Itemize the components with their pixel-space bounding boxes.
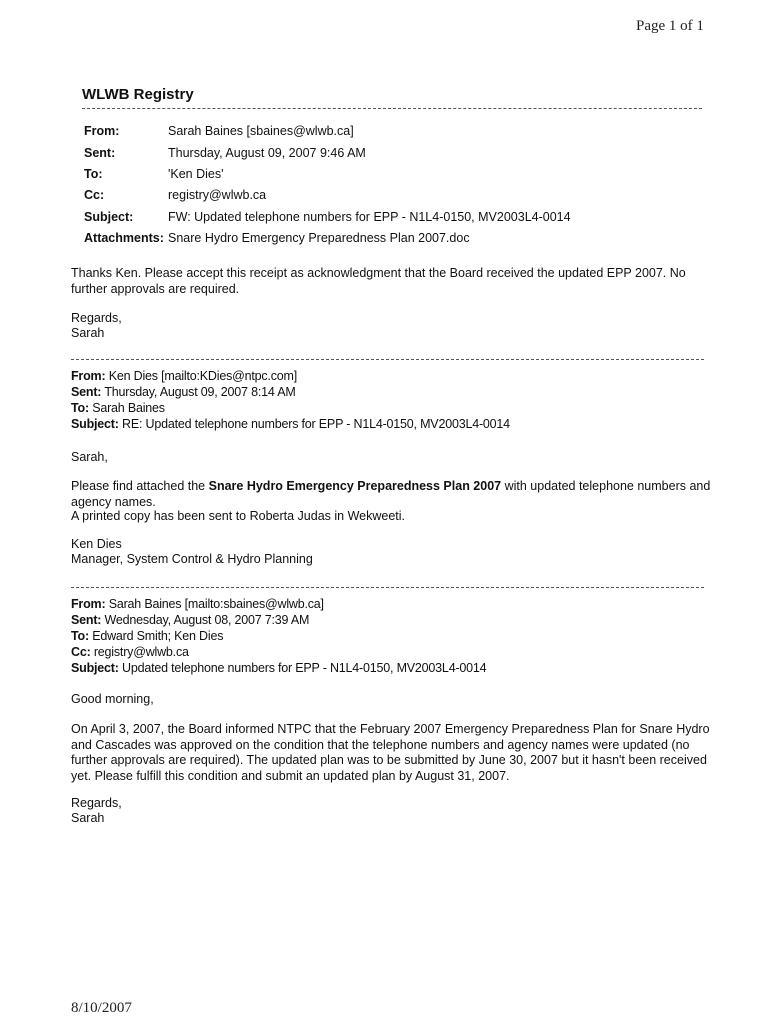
subject-label: Subject: [71,417,119,431]
body-text-line2: A printed copy has been sent to Roberta Judas in Wekweeti. [71,509,405,523]
from-label: From: [84,124,120,138]
to-label: To: [71,629,89,643]
subject-value: RE: Updated telephone numbers for EPP - N1L4-0150, MV2003L4-0014 [122,417,510,431]
reply-closing: Regards, [71,311,122,325]
attachments-label: Attachments: [84,231,164,245]
page-title: WLWB Registry [82,86,194,103]
to-value: Edward Smith; Ken Dies [92,629,224,643]
cc-label: Cc: [71,645,91,659]
subject-label: Subject: [84,210,134,224]
to-label: To: [84,167,103,181]
subject-value: FW: Updated telephone numbers for EPP - N1L4-0150, MV2003L4-0014 [168,210,571,224]
to-value: Sarah Baines [92,401,165,415]
body-text: Please find attached the [71,479,209,493]
from-label: From: [71,597,106,611]
to-value: 'Ken Dies' [168,167,224,181]
title-divider [82,108,702,109]
sent-label: Sent: [71,385,102,399]
signature-title: Manager, System Control & Hydro Planning [71,552,313,566]
from-label: From: [71,369,106,383]
sent-value: Wednesday, August 08, 2007 7:39 AM [104,613,310,627]
greeting: Sarah, [71,450,108,464]
closing: Regards, [71,796,122,810]
sent-value: Thursday, August 09, 2007 9:46 AM [168,146,366,160]
sent-value: Thursday, August 09, 2007 8:14 AM [104,385,296,399]
to-label: To: [71,401,89,415]
page-number: Page 1 of 1 [636,18,704,34]
cc-label: Cc: [84,188,105,202]
message-body [71,479,711,510]
greeting: Good morning, [71,692,154,706]
from-value: Sarah Baines [sbaines@wlwb.ca] [168,124,354,138]
message-divider [71,587,704,588]
cc-value: registry@wlwb.ca [93,645,189,659]
signature-name: Ken Dies [71,537,122,551]
sent-label: Sent: [84,146,116,160]
subject-value: Updated telephone numbers for EPP - N1L4-0150, MV2003L4-0014 [122,661,487,675]
reply-body: Thanks Ken. Please accept this receipt as acknowledgment that the Board received the updated EPP 2007. No further approvals are required. [71,266,686,296]
reply-signature: Sarah [71,326,105,340]
signature: Sarah [71,811,105,825]
message-divider [71,359,704,360]
subject-label: Subject: [71,661,119,675]
from-value: Sarah Baines [mailto:sbaines@wlwb.ca] [108,597,324,611]
cc-value: registry@wlwb.ca [168,188,267,202]
from-value: Ken Dies [mailto:KDies@ntpc.com] [108,369,298,383]
body-text: with updated telephone numbers and agency names. [71,479,711,509]
document-title: Snare Hydro Emergency Preparedness Plan 2007 [208,479,502,493]
sent-label: Sent: [71,613,102,627]
footer-date: 8/10/2007 [71,1000,132,1016]
attachment-link[interactable]: Snare Hydro Emergency Preparedness Plan 2007.doc [168,231,470,245]
message-body: On April 3, 2007, the Board informed NTPC that the February 2007 Emergency Preparedness Plan for Snare Hydro and Cascades was approved on the condition that the telephone numbers and agency names were updated (no further approvals are required). The updated plan was to be submitted by June 30, 2007 but it hasn't been received yet. Please fulfill this condition and submit an updated plan by August 31, 2007. [71,722,710,783]
